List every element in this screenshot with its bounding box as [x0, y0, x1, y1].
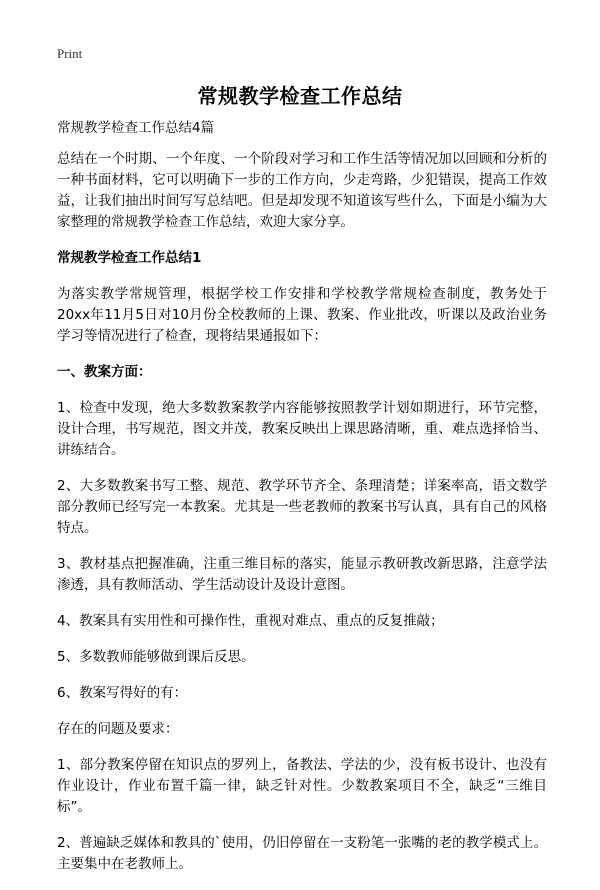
document-body	[57, 118, 547, 890]
list-item: 5、多数教师能够做到课后反思。	[57, 649, 255, 665]
list-item: 4、教案具有实用性和可操作性，重视对难点、重点的反复推敲；	[57, 613, 444, 629]
list-item: 6、教案写得好的有：	[57, 685, 188, 701]
print-link[interactable]: Print	[57, 46, 83, 61]
list-item: 2、大多数教案书写工整、规范、教学环节齐全、条理清楚；详案率高，语文数学部分教师已经写完一本教案。尤其是一些老教师的教案书写认真，具有自己的风格特点。	[57, 478, 547, 536]
section-paragraph: 为落实教学常规管理，根据学校工作安排和学校教学常规检查制度，教务处于20xx年11月5日对10月份全校教师的上课、教案、作业批改，听课以及政治业务学习等情况进行了检查，现将结果通报如下：	[57, 286, 547, 344]
list-item: 1、检查中发现，绝大多数教案教学内容能够按照教学计划如期进行，环节完整，设计合理，书写规范，图文并茂，教案反映出上课思路清晰，重、难点选择恰当、讲练结合。	[57, 400, 547, 458]
section-heading: 常规教学检查工作总结1	[57, 250, 202, 266]
part-heading: 一、教案方面：	[57, 364, 152, 380]
list-item: 1、部分教案停留在知识点的罗列上，备教法、学法的少，没有板书设计、也没有作业设计，作业布置千篇一律，缺乏针对性。少数教案项目不全，缺乏“三维目标”。	[57, 757, 547, 815]
list-item: 存在的问题及要求：	[57, 721, 179, 737]
list-item: 2、普遍缺乏媒体和教具的`使用，仍旧停留在一支粉笔一张嘴的老的教学模式上。主要集中在老教师上。	[57, 835, 547, 872]
intro-paragraph: 总结在一个时期、一个年度、一个阶段对学习和工作生活等情况加以回顾和分析的一种书面材料，它可以明确下一步的工作方向，少走弯路，少犯错误，提高工作效益，让我们抽出时间写写总结吧。但是却发现不知道该写些什么，下面是小编为大家整理的常规教学检查工作总结，欢迎大家分享。	[57, 151, 547, 230]
page-title: 常规教学检查工作总结	[197, 84, 403, 108]
document-subtitle: 常规教学检查工作总结4篇	[57, 120, 215, 136]
list-item: 3、教材基点把握准确，注重三维目标的落实，能显示教研教改新思路，注意学法渗透，具有教师活动、学生活动设计及设计意图。	[57, 556, 547, 593]
